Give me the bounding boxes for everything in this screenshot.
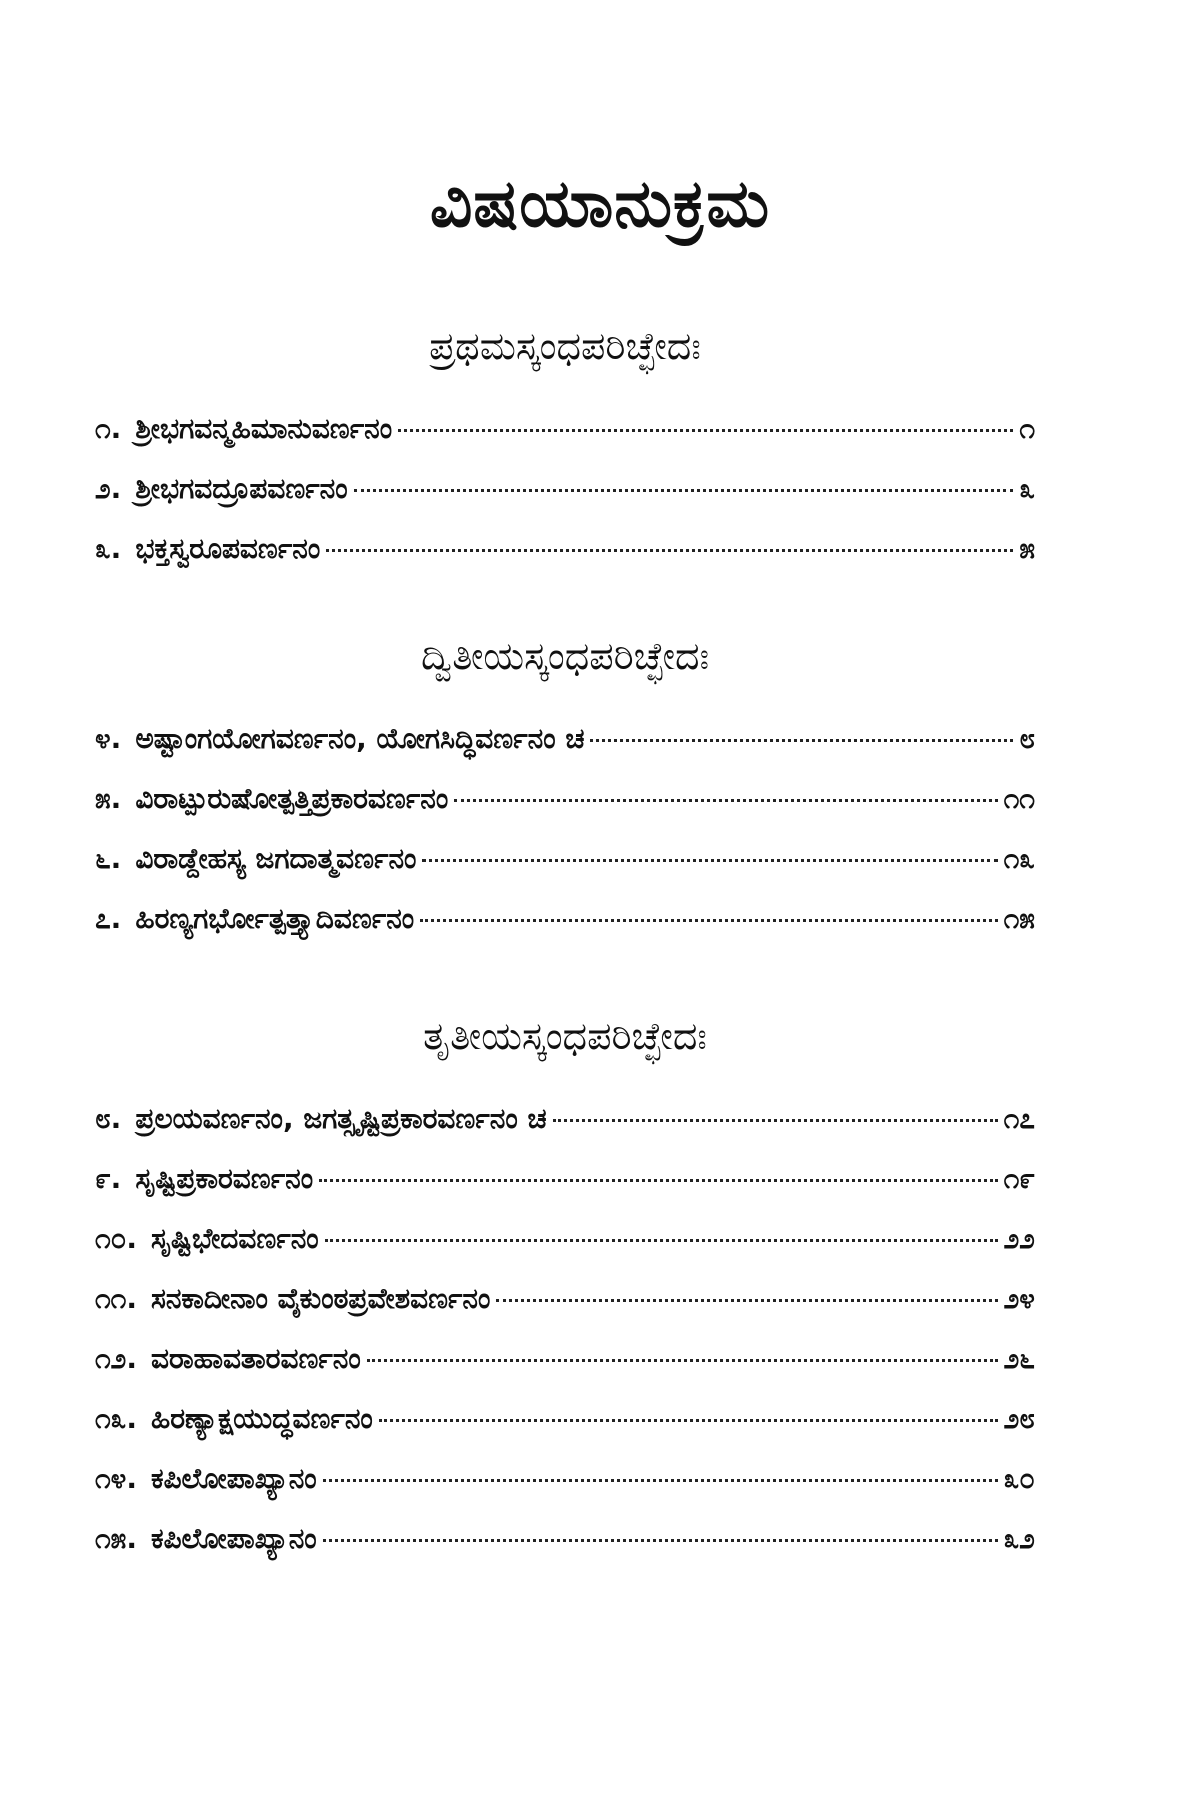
section-heading: ಪ್ರಥಮಸ್ಕಂಧಪರಿಚ್ಛೇದಃ (429, 324, 701, 368)
toc-list (95, 412, 1035, 592)
dot-leader (326, 549, 1013, 552)
entry-number: ೨. (95, 472, 122, 505)
entry-page-number: ೧೭ (1003, 1102, 1035, 1135)
entry-page-number: ೧೧ (1003, 782, 1035, 815)
entry-page-number: ೧೯ (1003, 1162, 1035, 1195)
entry-page-number: ೨೨ (1003, 1222, 1035, 1255)
entry-page-number: ೮ (1019, 722, 1035, 755)
entry-number: ೯. (95, 1162, 122, 1195)
entry-number: ೮. (95, 1102, 122, 1135)
entry-title: ಅಷ್ಟಾಂಗಯೋಗವರ್ಣನಂ, ಯೋಗಸಿದ್ಧಿವರ್ಣನಂ ಚ (135, 722, 585, 755)
entry-title: ವಿರಾಡ್ದೇಹಸ್ಯ ಜಗದಾತ್ಮವರ್ಣನಂ (135, 842, 417, 875)
entry-page-number: ೧೩ (1003, 842, 1035, 875)
entry-number: ೫. (95, 782, 122, 815)
entry-page-number: ೩೦ (1003, 1462, 1035, 1495)
entry-title: ವಿರಾಟ್ಪುರುಷೋತ್ಪತ್ತಿಪ್ರಕಾರವರ್ಣನಂ (135, 782, 449, 815)
entry-title: ಶ್ರೀಭಗವದ್ರೂಪವರ್ಣನಂ (135, 472, 348, 505)
entry-title: ವರಾಹಾವತಾರವರ್ಣನಂ (151, 1342, 361, 1375)
toc-entry[interactable] (95, 902, 1035, 962)
entry-number: ೧೩. (95, 1402, 137, 1435)
entry-page-number: ೨೬ (1003, 1342, 1035, 1375)
entry-title: ಸೃಷ್ಟಿಪ್ರಕಾರವರ್ಣನಂ (135, 1162, 314, 1195)
entry-page-number: ೫ (1019, 532, 1035, 565)
toc-entry[interactable] (95, 722, 1035, 782)
dot-leader (319, 1179, 998, 1182)
dot-leader (323, 1479, 998, 1482)
section-heading: ದ್ವಿತೀಯಸ್ಕಂಧಪರಿಚ್ಛೇದಃ (420, 634, 710, 678)
dot-leader (553, 1119, 998, 1122)
dot-leader (367, 1359, 998, 1362)
toc-entry[interactable] (95, 532, 1035, 592)
toc-entry[interactable] (95, 412, 1035, 472)
section-heading: ತೃತೀಯಸ್ಕಂಧಪರಿಚ್ಛೇದಃ (423, 1014, 707, 1058)
dot-leader (379, 1419, 998, 1422)
dot-leader (323, 1539, 998, 1542)
toc-entry[interactable] (95, 1222, 1035, 1282)
dot-leader (354, 489, 1014, 492)
entry-title: ಸನಕಾದೀನಾಂ ವೈಕುಂಠಪ್ರವೇಶವರ್ಣನಂ (151, 1282, 491, 1315)
toc-entry[interactable] (95, 782, 1035, 842)
entry-page-number: ೩ (1019, 472, 1035, 505)
toc-entry[interactable] (95, 1462, 1035, 1522)
dot-leader (420, 919, 997, 922)
entry-page-number: ೩೨ (1003, 1522, 1035, 1555)
entry-page-number: ೨೮ (1003, 1402, 1035, 1435)
page-title: ವಿಷಯಾನುಕ್ರಮ (429, 165, 771, 242)
entry-title: ಪ್ರಲಯವರ್ಣನಂ, ಜಗತ್ಸೃಷ್ಟಿಪ್ರಕಾರವರ್ಣನಂ ಚ (135, 1102, 547, 1135)
toc-entry[interactable] (95, 1162, 1035, 1222)
toc-entry[interactable] (95, 472, 1035, 532)
entry-number: ೭. (95, 902, 122, 935)
entry-title: ಶ್ರೀಭಗವನ್ಮಹಿಮಾನುವರ್ಣನಂ (135, 412, 393, 445)
section-tritiya (95, 1010, 1035, 1582)
entry-page-number: ೧೫ (1003, 902, 1035, 935)
entry-number: ೧೫. (95, 1522, 137, 1555)
entry-title: ಹಿರಣ್ಯಾಕ್ಷಯುದ್ಧವರ್ಣನಂ (151, 1402, 373, 1435)
entry-page-number: ೧ (1019, 412, 1035, 445)
section-prathama (95, 320, 1035, 592)
entry-title: ಹಿರಣ್ಯಗರ್ಭೋತ್ಪತ್ತ್ಯಾದಿವರ್ಣನಂ (135, 902, 415, 935)
section-dvitiya (95, 630, 1035, 962)
entry-number: ೧೨. (95, 1342, 137, 1375)
dot-leader (398, 429, 1013, 432)
toc-entry[interactable] (95, 842, 1035, 902)
dot-leader (454, 799, 997, 802)
entry-title: ಭಕ್ತಸ್ವರೂಪವರ್ಣನಂ (135, 532, 321, 565)
entry-number: ೧೧. (95, 1282, 137, 1315)
entry-number: ೧೦. (95, 1222, 137, 1255)
entry-page-number: ೨೪ (1003, 1282, 1035, 1315)
toc-entry[interactable] (95, 1102, 1035, 1162)
entry-title: ಕಪಿಲೋಪಾಖ್ಯಾನಂ (151, 1522, 317, 1555)
entry-number: ೬. (95, 842, 122, 875)
dot-leader (422, 859, 997, 862)
dot-leader (590, 739, 1013, 742)
entry-title: ಸೃಷ್ಟಿಭೇದವರ್ಣನಂ (151, 1222, 319, 1255)
toc-list (95, 1102, 1035, 1582)
entry-number: ೩. (95, 532, 122, 565)
dot-leader (496, 1299, 997, 1302)
toc-entry[interactable] (95, 1522, 1035, 1582)
toc-entry[interactable] (95, 1402, 1035, 1462)
entry-title: ಕಪಿಲೋಪಾಖ್ಯಾನಂ (151, 1462, 317, 1495)
toc-list (95, 722, 1035, 962)
entry-number: ೪. (95, 722, 122, 755)
toc-entry[interactable] (95, 1342, 1035, 1402)
entry-number: ೧೪. (95, 1462, 137, 1495)
dot-leader (325, 1239, 998, 1242)
toc-entry[interactable] (95, 1282, 1035, 1342)
entry-number: ೧. (95, 412, 122, 445)
